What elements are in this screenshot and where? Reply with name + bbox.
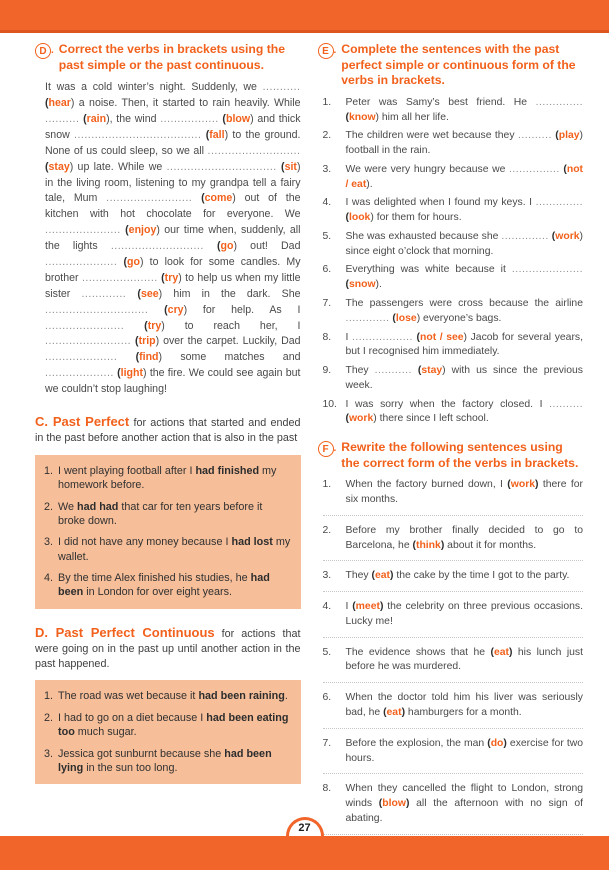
text-run: ) for them for hours. — [370, 212, 462, 224]
text-run: ( — [507, 479, 511, 491]
verb-hint: find — [139, 351, 159, 364]
item-text — [346, 398, 584, 428]
item-number: 1. — [44, 690, 54, 703]
text-run: had been raining — [198, 690, 285, 703]
text-run: ( — [203, 240, 221, 253]
verb-hint: not / see — [420, 331, 464, 343]
item-number: 1. — [322, 479, 332, 491]
verb-hint: meet — [355, 601, 380, 613]
answer-line — [323, 773, 584, 774]
example-item — [43, 689, 292, 703]
text-run: in the sun too long. — [83, 761, 178, 774]
circled-letter-d-icon: D — [35, 43, 51, 59]
text-run: ( — [345, 212, 349, 224]
list-item — [323, 163, 584, 193]
item-number: 3. — [44, 536, 54, 549]
text-run: ( — [131, 335, 139, 348]
rewrite-item — [323, 600, 584, 638]
text-run: I was sorry when the factory closed. I — [345, 398, 550, 410]
verb-hint: snow — [348, 279, 376, 291]
exercise-f-letter-badge — [318, 441, 337, 471]
exercise-f-header — [318, 440, 584, 471]
text-run: ) — [401, 707, 406, 719]
text-run: there for six months. — [345, 479, 583, 506]
text-run: They — [345, 570, 372, 582]
verb-hint: eat — [386, 707, 402, 719]
verb-hint: play — [558, 130, 580, 142]
item-number: 4. — [322, 197, 332, 209]
text-run: ) Jacob for several years, but I recognised him immediately. — [345, 331, 583, 358]
text-run: ( — [117, 256, 127, 269]
text-run: We — [58, 500, 77, 513]
verb-hint: look — [348, 212, 371, 224]
letter-period: . — [51, 45, 54, 56]
list-item — [323, 263, 584, 293]
answer-blank: ........... — [262, 81, 301, 94]
answer-blank: .................... — [45, 367, 114, 380]
answer-line — [323, 834, 584, 835]
text-run: ) to help us when my little sister — [45, 271, 301, 300]
text-run: ). — [366, 178, 373, 190]
verb-hint: think — [415, 539, 441, 551]
text-run: ) football in the rain. — [345, 130, 583, 157]
text-run: had been — [58, 572, 270, 599]
item-number: 8. — [322, 331, 332, 343]
text-run: By the time Alex finished his studies, he — [58, 572, 251, 585]
text-run: I went playing football after I — [58, 464, 196, 477]
text-run: The road was wet because it — [58, 690, 199, 703]
text-run: ( — [157, 271, 165, 284]
text-run: Everything was white because it — [345, 264, 512, 276]
answer-blank: .................. — [351, 331, 413, 343]
text-run: ). — [375, 279, 382, 291]
rewrite-item — [323, 691, 584, 729]
item-number: 2. — [44, 711, 54, 724]
answer-line — [323, 682, 584, 683]
exercise-e-letter-badge — [318, 43, 337, 89]
answer-line — [323, 637, 584, 638]
item-number: 3. — [44, 747, 54, 760]
item-number: 6. — [322, 692, 332, 704]
text-run: ( — [389, 312, 396, 324]
text-run: ( — [345, 111, 349, 123]
item-text — [346, 737, 584, 767]
verb-hint: work — [510, 479, 536, 491]
exercise-f-title: Rewrite the following sentences using the correct form of the verbs in brackets. — [341, 440, 579, 470]
list-item — [323, 331, 584, 361]
item-number: 4. — [322, 601, 332, 613]
list-item — [323, 691, 584, 721]
text-run: ) — [503, 737, 507, 749]
text-run: ) to reach her, I — [161, 319, 301, 332]
verb-hint: do — [490, 737, 504, 749]
text-run: for actions that were going on in the past up until another action in the past happened. — [35, 627, 301, 670]
item-number: 3. — [322, 163, 332, 175]
text-run: ( — [345, 413, 349, 425]
item-number: 2. — [322, 130, 332, 142]
list-item — [323, 646, 584, 676]
item-text — [346, 230, 584, 260]
item-number: 5. — [322, 646, 332, 658]
text-run: had been lying — [58, 747, 272, 774]
left-column — [35, 42, 301, 843]
text-run: ( — [218, 113, 226, 125]
item-text — [346, 196, 584, 226]
answer-line — [323, 728, 584, 729]
item-number: 6. — [322, 264, 332, 276]
item-text — [346, 524, 584, 554]
rewrite-item — [323, 569, 584, 592]
verb-hint: eat — [493, 646, 509, 658]
answer-blank: .............................. — [45, 303, 149, 316]
text-run: ) out! Dad — [233, 240, 301, 253]
item-text — [346, 478, 584, 508]
text-run: ) in the living room, listening to my grandpa tell a fairy tale, Mum — [45, 160, 301, 205]
text-run: in London for over eight years. — [83, 586, 233, 599]
text-run: I was delighted when I found my keys. I — [345, 197, 536, 209]
list-item — [323, 600, 584, 630]
item-number: 4. — [44, 572, 54, 585]
list-item — [323, 297, 584, 327]
example-item — [43, 571, 292, 600]
text-run: When they cancelled the flight to London, strong winds — [345, 783, 583, 810]
verb-hint: light — [120, 367, 144, 380]
example-item — [43, 500, 292, 529]
text-run: Peter was Samy’s best friend. He — [345, 96, 536, 108]
item-text — [346, 297, 584, 327]
text-run: We were very hungry because we — [345, 163, 509, 175]
right-column — [318, 42, 584, 843]
answer-blank: ..................... — [45, 256, 118, 269]
item-text — [346, 96, 584, 126]
text-run: ) with us since the previous week. — [345, 365, 583, 391]
list-item — [323, 129, 584, 159]
text-run: ) our time when, suddenly, all the lights — [45, 224, 301, 253]
verb-hint: go — [127, 256, 140, 269]
verb-hint: sit — [284, 160, 297, 173]
text-run: ( — [148, 303, 168, 316]
top-orange-bar — [0, 0, 609, 33]
text-run: ) and thick snow — [45, 113, 301, 141]
text-run: had lost — [231, 536, 273, 549]
answer-blank: .............. — [501, 230, 549, 242]
verb-hint: see — [140, 287, 159, 300]
text-run: ( — [124, 319, 148, 332]
text-run: ) to the ground. None of us could sleep, so we all — [45, 128, 301, 157]
verb-hint: trip — [138, 335, 156, 348]
answer-blank: ............. — [345, 312, 390, 324]
text-run: that car for ten years before it broke down. — [58, 500, 263, 527]
text-run: ) up late. While we — [69, 160, 167, 173]
text-run: ) the fire. We could see again but we couldn’t stop laughing! — [45, 367, 301, 396]
circled-letter-e-icon: E — [318, 43, 334, 59]
verb-hint: stay — [48, 160, 70, 173]
text-run: I had to go on a diet because I — [58, 711, 207, 724]
text-run: ) — [405, 798, 410, 810]
item-text — [346, 646, 584, 676]
item-text — [346, 782, 584, 826]
item-text — [346, 163, 584, 193]
list-item — [323, 96, 584, 126]
text-run: the celebrity on three previous occasions. Lucky me! — [345, 601, 583, 627]
answer-blank: ......................... — [45, 335, 132, 348]
answer-blank: ............... — [508, 163, 560, 175]
exercise-d-title: Correct the verbs in brackets using the past simple or the past continuous. — [58, 42, 285, 72]
verb-hint: eat — [374, 570, 390, 582]
exercise-f-list — [323, 478, 584, 834]
text-run: my wallet. — [58, 536, 291, 563]
text-run: ( — [352, 601, 356, 613]
example-item — [43, 464, 292, 493]
verb-hint: work — [348, 413, 374, 425]
text-run: much sugar. — [74, 726, 137, 739]
text-run: ) — [535, 479, 539, 491]
text-run: The passengers were cross because the airline — [345, 298, 583, 310]
answer-blank: ..................... — [511, 264, 583, 276]
section-c-intro — [35, 413, 301, 446]
exercise-d-passage — [45, 80, 301, 398]
answer-blank: .............. — [535, 197, 583, 209]
item-text — [346, 263, 584, 293]
item-text — [346, 129, 584, 159]
text-run: The evidence shows that he — [345, 646, 491, 658]
verb-hint: fall — [209, 128, 225, 141]
letter-period: . — [333, 443, 337, 455]
answer-blank: .......... — [517, 130, 552, 142]
item-number: 1. — [322, 96, 332, 108]
text-run: ), the wind — [106, 113, 161, 125]
answer-blank: ........................... — [110, 240, 204, 253]
rewrite-item — [323, 478, 584, 516]
section-d-intro — [35, 624, 301, 672]
list-item — [323, 398, 584, 428]
text-run: had been eating too — [58, 711, 289, 739]
item-number: 2. — [44, 500, 54, 513]
answer-blank: .......... — [549, 398, 583, 410]
verb-hint: blow — [382, 798, 406, 810]
text-run: my homework before. — [58, 464, 277, 492]
text-run: ) him in the dark. She — [158, 287, 301, 300]
list-item — [323, 737, 584, 767]
letter-period: . — [333, 45, 337, 56]
verb-hint: stay — [421, 365, 443, 377]
item-text — [346, 569, 584, 584]
text-run: exercise for two hours. — [345, 737, 583, 764]
item-number: 5. — [322, 230, 332, 242]
text-run: all the afternoon with no sign of abating. — [345, 798, 584, 824]
item-text — [346, 691, 584, 721]
list-item — [323, 569, 584, 584]
answer-blank: .......... — [45, 113, 80, 125]
exercise-e-title: Complete the sentences with the past perfect simple or continuous form of the verbs in brackets. — [341, 42, 576, 88]
text-run: ) there since I left school. — [373, 413, 489, 425]
list-item — [323, 230, 584, 260]
verb-hint: know — [348, 111, 376, 123]
verb-hint: not / eat — [345, 163, 583, 190]
text-run: ( — [79, 113, 87, 125]
item-number: 9. — [322, 365, 332, 377]
text-run: the cake by the time I got to the party. — [393, 570, 570, 582]
text-run: Before the explosion, the man — [345, 737, 488, 749]
rewrite-item — [323, 646, 584, 684]
answer-blank: ........... — [374, 365, 412, 377]
text-run: ) a noise. Then, it started to rain heavily. While — [70, 97, 301, 110]
text-run: ( — [412, 539, 416, 551]
text-run: hamburgers for a month. — [405, 707, 522, 719]
circled-letter-f-icon: F — [318, 441, 334, 457]
text-run: ( — [548, 230, 556, 242]
text-run: ( — [45, 160, 49, 173]
text-run: ( — [383, 707, 387, 719]
text-run: ( — [192, 192, 205, 205]
text-run: ( — [117, 351, 140, 364]
exercise-d-letter-badge — [35, 43, 54, 73]
list-item — [323, 478, 584, 508]
bottom-orange-bar — [0, 836, 609, 870]
text-run: I — [345, 601, 353, 613]
text-run: When the factory burned down, I — [345, 479, 508, 491]
verb-hint: blow — [225, 113, 251, 125]
item-number: 3. — [322, 570, 332, 582]
text-run: It was a cold winter’s night. Suddenly, we — [45, 81, 263, 94]
text-run: ) everyone’s bags. — [416, 312, 502, 324]
text-run: She was exhausted because she — [345, 230, 502, 242]
verb-hint: rain — [86, 113, 107, 125]
text-run: ( — [371, 570, 375, 582]
exercise-d-header — [35, 42, 301, 73]
item-text — [346, 331, 584, 361]
text-run: ( — [276, 160, 285, 173]
item-number: 7. — [322, 298, 332, 310]
text-run: ( — [490, 646, 494, 658]
text-run: ) him all her life. — [375, 111, 449, 123]
text-run: ( — [113, 367, 121, 380]
section-heading: D. Past Perfect Continuous — [35, 624, 215, 640]
item-number: 8. — [322, 783, 332, 795]
example-item — [43, 711, 292, 740]
text-run: I — [345, 331, 352, 343]
answer-blank: ................. — [160, 113, 219, 125]
answer-line — [323, 591, 584, 592]
text-run: ) — [440, 539, 445, 551]
item-text — [346, 600, 584, 630]
text-run: Before my brother finally decided to go to Barcelona, he — [345, 524, 583, 551]
answer-blank: ....................... — [45, 319, 125, 332]
exercise-e-list — [323, 96, 584, 427]
verb-hint: cry — [167, 303, 184, 316]
verb-hint: lose — [395, 312, 417, 324]
text-run: ( — [345, 279, 349, 291]
text-run: ( — [378, 798, 383, 810]
answer-blank: ................................ — [166, 160, 277, 173]
text-run: ( — [201, 128, 210, 141]
list-item — [323, 364, 584, 394]
text-run: ) some matches and — [158, 351, 301, 364]
page-number-badge: 27 — [286, 817, 324, 836]
text-run: had had — [77, 500, 119, 513]
verb-hint: go — [220, 240, 234, 253]
answer-blank: ..................................... — [74, 128, 202, 141]
past-perfect-continuous-example-box — [35, 680, 301, 784]
answer-line — [323, 515, 584, 516]
text-run: ( — [120, 224, 129, 237]
answer-blank: ......................... — [106, 192, 193, 205]
page-content — [35, 42, 583, 843]
text-run: ( — [551, 130, 559, 142]
text-run: his lunch just before he was murdered. — [345, 646, 584, 673]
verb-hint: enjoy — [128, 224, 157, 237]
answer-blank: .............. — [535, 96, 583, 108]
list-item — [323, 196, 584, 226]
text-run: ) over the carpet. Luckily, Dad — [155, 335, 301, 348]
answer-line — [323, 560, 584, 561]
text-run: ( — [126, 287, 141, 300]
item-number: 10. — [322, 398, 337, 410]
verb-hint: work — [555, 230, 580, 242]
text-run: ( — [411, 365, 422, 377]
section-heading: C. Past Perfect — [35, 414, 130, 430]
text-run: about it for months. — [444, 539, 537, 551]
answer-blank: ........................... — [207, 144, 301, 157]
verb-hint: hear — [48, 97, 71, 110]
text-run: ( — [45, 97, 49, 110]
text-run: for actions that started and ended in the past before another action that is also in the past — [35, 417, 301, 444]
text-run: . — [284, 690, 288, 703]
text-run: ) since eight o’clock that morning. — [345, 230, 583, 257]
text-run: ) out of the kitchen with hot chocolate for everyone. We — [45, 192, 301, 221]
text-run: ) — [508, 646, 513, 658]
rewrite-item — [323, 737, 584, 775]
item-number: 2. — [322, 524, 332, 536]
example-item — [43, 747, 292, 776]
item-number: 1. — [44, 464, 54, 477]
verb-hint: come — [204, 192, 233, 205]
text-run: Jessica got sunburnt because she — [58, 747, 225, 760]
text-run: When the doctor told him his liver was seriously bad, he — [345, 692, 583, 719]
text-run: The children were wet because they — [345, 130, 518, 142]
text-run: ) to look for some candles. My brother — [45, 256, 301, 284]
text-run: ( — [487, 737, 491, 749]
text-run: ) for help. As I — [183, 303, 301, 316]
text-run: ) — [390, 570, 394, 582]
rewrite-item — [323, 524, 584, 562]
past-perfect-example-box — [35, 455, 301, 609]
list-item — [323, 782, 584, 826]
text-run: I did not have any money because I — [58, 536, 232, 549]
example-item — [43, 535, 292, 564]
answer-blank: ...................... — [45, 224, 121, 237]
rewrite-item — [323, 782, 584, 834]
exercise-e-header — [318, 42, 584, 89]
answer-blank: ..................... — [45, 351, 118, 364]
item-text — [346, 364, 584, 394]
text-run: They — [345, 365, 375, 377]
item-number: 7. — [322, 737, 332, 749]
verb-hint: try — [164, 271, 179, 284]
answer-blank: ...................... — [81, 271, 158, 284]
list-item — [323, 524, 584, 554]
text-run: ( — [559, 163, 567, 175]
text-run: had finished — [195, 464, 260, 477]
verb-hint: try — [147, 319, 162, 332]
answer-blank: ............. — [81, 287, 127, 300]
text-run: ( — [412, 331, 420, 343]
text-run: ) — [379, 601, 384, 613]
